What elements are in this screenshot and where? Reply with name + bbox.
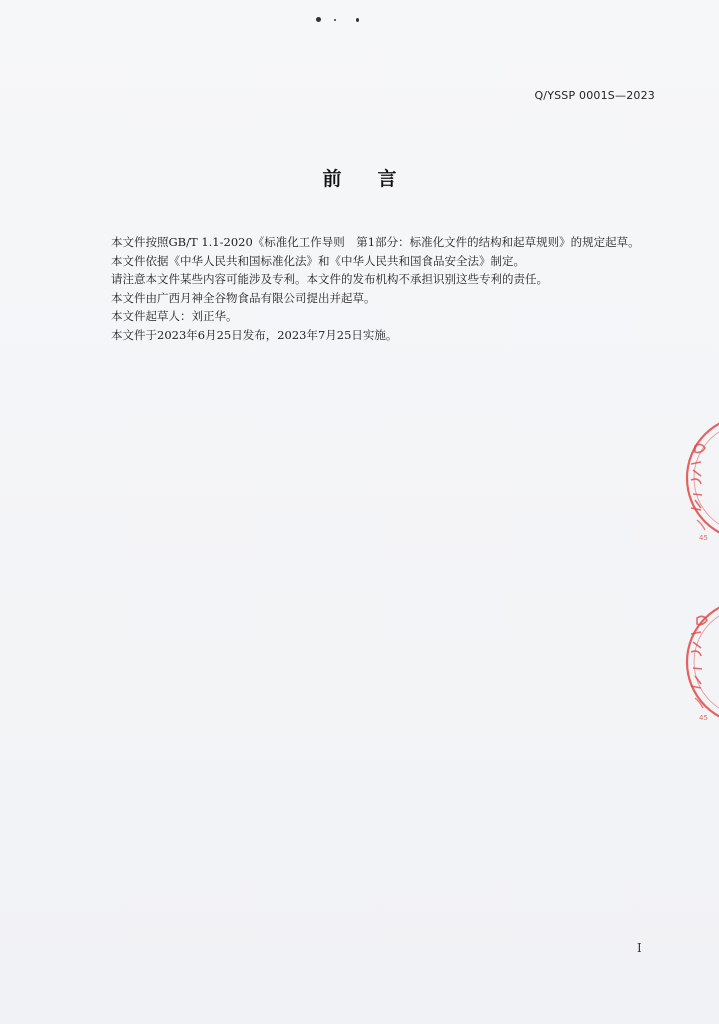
- paragraph-legal-basis: 本文件依据《中华人民共和国标准化法》和《中华人民共和国食品安全法》制定。: [111, 253, 525, 268]
- page-title: 前言: [322, 168, 433, 190]
- svg-text:45: 45: [699, 714, 708, 722]
- document-code: Q/YSSP 0001S—2023: [534, 89, 655, 102]
- paragraph-drafting-rules: 本文件按照GB/T 1.1-2020《标准化工作导则 第1部分：标准化文件的结构和起草规则》的规定起草。: [111, 235, 640, 249]
- scan-artifact-dots: [312, 14, 362, 24]
- svg-text:45: 45: [699, 534, 708, 542]
- foreword-body: [88, 233, 658, 344]
- company-seal-icon: [681, 408, 719, 548]
- paragraph-dates: 本文件于2023年6月25日发布，2023年7月25日实施。: [111, 327, 398, 342]
- page-number: I: [637, 941, 642, 955]
- paragraph-proposer: 本文件由广西月神全谷物食品有限公司提出并起草。: [111, 290, 376, 305]
- paragraph-drafter: 本文件起草人：刘正华。: [111, 309, 238, 323]
- company-seal-icon: [681, 592, 719, 732]
- paragraph-patent-notice: 请注意本文件某些内容可能涉及专利。本文件的发布机构不承担识别这些专利的责任。: [111, 272, 548, 286]
